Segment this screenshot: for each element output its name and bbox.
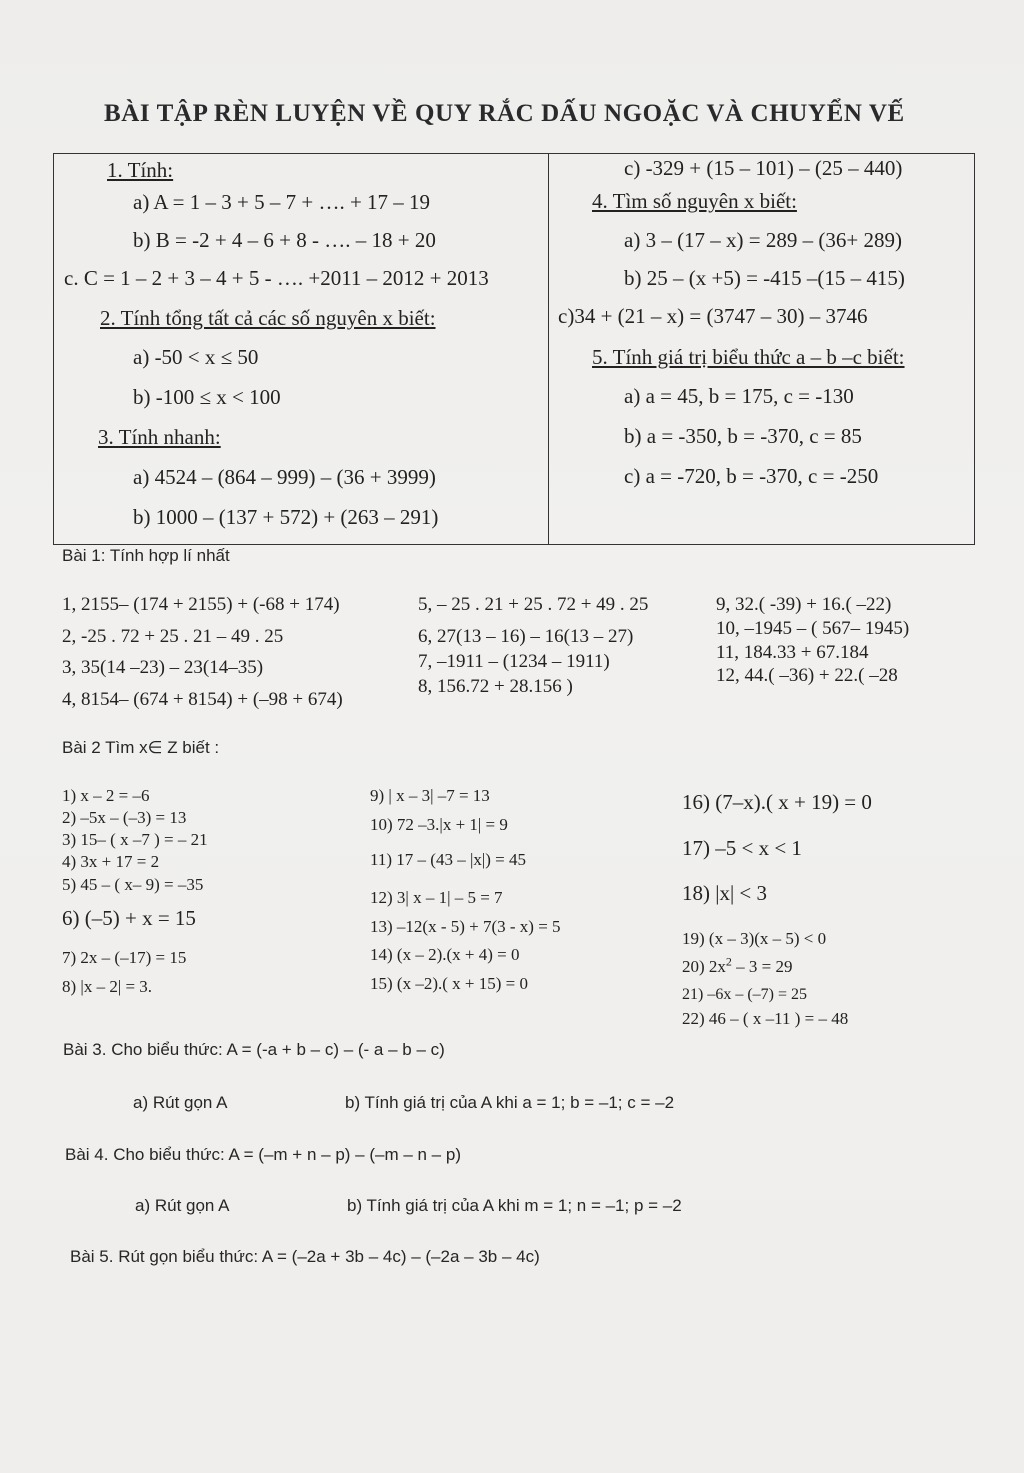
bai2-item: 5) 45 – ( x– 9) = –35 [62,875,204,894]
table-left-line: c. C = 1 – 2 + 3 – 4 + 5 - …. +2011 – 2012 + 2013 [64,266,489,290]
bai4-part-a: a) Rút gọn A [135,1196,230,1215]
table-right-line: c) a = -720, b = -370, c = -250 [624,464,879,488]
bai1-item: 11, 184.33 + 67.184 [716,642,869,663]
bai5-heading: Bài 5. Rút gọn biểu thức: A = (–2a + 3b – 4c) – (–2a – 3b – 4c) [70,1247,540,1266]
bai2-item: 14) (x – 2).(x + 4) = 0 [370,945,520,964]
bai2-item: 3) 15– ( x –7 ) = – 21 [62,830,208,849]
bai2-item: 7) 2x – (–17) = 15 [62,948,187,967]
table-left-line: a) A = 1 – 3 + 5 – 7 + …. + 17 – 19 [133,190,431,214]
bai1-item: 1, 2155– (174 + 2155) + (-68 + 174) [62,594,340,615]
table-left-line: 2. Tính tổng tất cả các số nguyên x biết: [100,306,436,330]
table-right-line: a) 3 – (17 – x) = 289 – (36+ 289) [624,228,902,252]
bai1-item: 2, -25 . 72 + 25 . 21 – 49 . 25 [62,626,284,647]
table-left-line: 3. Tính nhanh: [98,425,221,449]
bai2-item: 17) –5 < x < 1 [682,836,802,860]
table-right-line: a) a = 45, b = 175, c = -130 [624,384,854,408]
bai2-item: 18) |x| < 3 [682,881,767,905]
page-title: BÀI TẬP RÈN LUYỆN VỀ QUY RẮC DẤU NGOẶC VÀ CHUYỂN VẾ [104,100,905,127]
bai2-item: 12) 3| x – 1| – 5 = 7 [370,888,503,907]
bai2-item: 21) –6x – (–7) = 25 [682,986,808,1003]
bai2-item: 2) –5x – (–3) = 13 [62,808,187,827]
bai1-item: 12, 44.( –36) + 22.( –28 [716,665,898,686]
table-left-line: b) 1000 – (137 + 572) + (263 – 291) [133,505,439,529]
bai1-item: 7, –1911 – (1234 – 1911) [418,651,610,672]
table-right-line: c) -329 + (15 – 101) – (25 – 440) [624,156,903,180]
bai2-item: 22) 46 – ( x –11 ) = – 48 [682,1009,849,1028]
bai2-item: 10) 72 –3.|x + 1| = 9 [370,815,508,834]
table-divider [548,154,549,544]
bai2-item: 4) 3x + 17 = 2 [62,852,160,871]
bai1-item: 6, 27(13 – 16) – 16(13 – 27) [418,626,634,647]
bai2-item: 1) x – 2 = –6 [62,786,150,805]
table-left-line: b) -100 ≤ x < 100 [133,385,281,409]
bai3-part-b: b) Tính giá trị của A khi a = 1; b = –1; c = –2 [345,1093,675,1112]
table-right-line: b) 25 – (x +5) = -415 –(15 – 415) [624,266,905,290]
bai2-item: 8) |x – 2| = 3. [62,977,153,996]
bai2-item: 19) (x – 3)(x – 5) < 0 [682,929,827,948]
table-right-line: 5. Tính giá trị biểu thức a – b –c biết: [592,345,905,369]
bai1-item: 4, 8154– (674 + 8154) + (–98 + 674) [62,689,343,710]
bai1-item: 9, 32.( -39) + 16.( –22) [716,594,892,615]
table-left-line: 1. Tính: [107,158,174,182]
bai1-item: 5, – 25 . 21 + 25 . 72 + 49 . 25 [418,594,649,615]
bai2-heading: Bài 2 Tìm x∈ Z biết : [62,738,220,757]
bai2-item: 20) $2x^2 - 3 = 29$ [682,954,793,976]
bai2-item: 13) –12(x - 5) + 7(3 - x) = 5 [370,917,561,936]
table-left-line: a) -50 < x ≤ 50 [133,345,259,369]
bai2-item: 6) (–5) + x = 15 [62,906,196,930]
bai1-item: 10, –1945 – ( 567– 1945) [716,618,910,639]
bai3-part-a: a) Rút gọn A [133,1093,228,1112]
bai1-item: 8, 156.72 + 28.156 ) [418,676,573,697]
table-right-line: b) a = -350, b = -370, c = 85 [624,424,862,448]
table-right-line: 4. Tìm số nguyên x biết: [592,189,797,213]
bai3-heading: Bài 3. Cho biểu thức: A = (-a + b – c) – (- a – b – c) [63,1040,445,1059]
bai4-part-b: b) Tính giá trị của A khi m = 1; n = –1; p = –2 [347,1196,682,1215]
table-right-line: c)34 + (21 – x) = (3747 – 30) – 3746 [558,304,868,328]
bai1-item: 3, 35(14 –23) – 23(14–35) [62,657,264,678]
table-left-line: a) 4524 – (864 – 999) – (36 + 3999) [133,465,436,489]
bai2-item: 16) (7–x).( x + 19) = 0 [682,790,872,814]
bai4-heading: Bài 4. Cho biểu thức: A = (–m + n – p) – (–m – n – p) [65,1145,461,1164]
bai2-item: 9) | x – 3| –7 = 13 [370,786,490,805]
bai2-item: 11) 17 – (43 – |x|) = 45 [370,850,526,869]
bai2-item: 15) (x –2).( x + 15) = 0 [370,974,528,993]
bai1-heading: Bài 1: Tính hợp lí nhất [62,546,230,565]
table-left-line: b) B = -2 + 4 – 6 + 8 - …. – 18 + 20 [133,228,436,252]
